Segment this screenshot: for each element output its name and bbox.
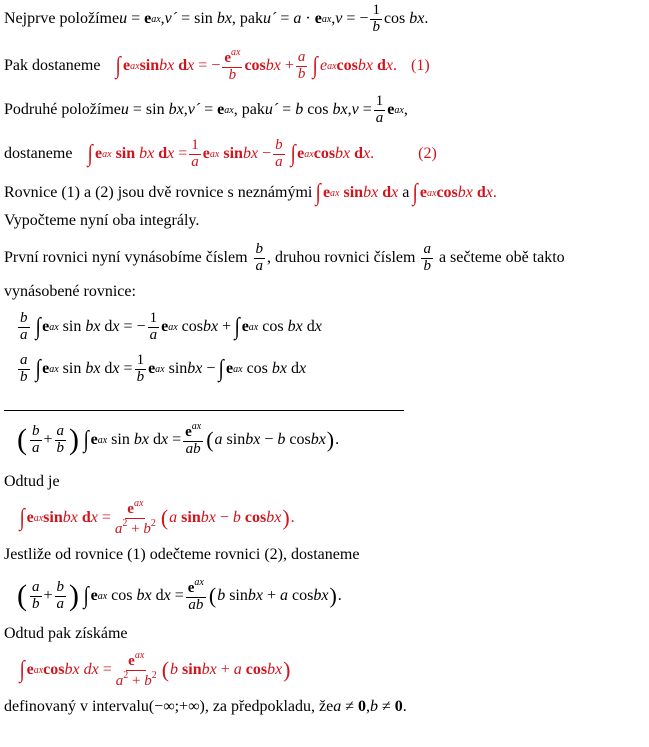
sum-divider <box>4 410 404 411</box>
fraction: $\frac{b}{a}$ <box>20 309 28 343</box>
equation-sum: ( $\frac{b}{a}$ + $\frac{a}{b}$ ) ∫ e ax sin bx d x = $\frac{e^{ax}}{ab}$ ( a sin bx − b cos bx ) . <box>17 421 340 457</box>
fraction: $\frac{a}{b}$ <box>20 351 28 385</box>
line-hence: Odtud je <box>4 473 60 490</box>
fraction: $\frac{a}{b}$ <box>56 422 65 456</box>
fraction: $\frac{e^{ax}}{a^2 + b^2}$ <box>115 649 157 689</box>
equation-multiplied-1: $\frac{b}{a}$ ∫ e ax sin bx d x = − $\frac{1}{a}$ e ax cos bx + ∫ e ax cos bx d x <box>20 309 322 343</box>
equation-difference: ( $\frac{a}{b}$ + $\frac{b}{a}$ ) ∫ e ax cos bx d x = $\frac{e^{ax}}{ab}$ ( b sin bx + a cos bx ) . <box>17 577 342 613</box>
line-first-equation: Pak dostaneme ∫ e ax sin bx d x = − $\frac{e^{ax}}{b}$ cos bx + $\frac{a}{b}$ ∫ e ax cos bx d x . (1) <box>4 47 430 83</box>
fraction: $\frac{e^{ax}}{b}$ <box>224 47 241 83</box>
equation-2: ∫ e ax sin bx d x = $\frac{1}{a}$ e ax sin bx − $\frac{b}{a}$ ∫ e ax cos bx d x . <box>88 136 375 170</box>
fraction: $\frac{1}{b}$ <box>372 1 380 35</box>
line-substitution-1: Nejprve položíme u = e ax , v´ = sin bx , pak u´ = a · e ax , v = − $\frac{1}{b}$ cos bx . <box>4 1 429 35</box>
line-subtract: Jestliže od rovnice (1) odečteme rovnici (2), dostaneme <box>4 546 360 563</box>
line-unknowns: Rovnice (1) a (2) jsou dvě rovnice s neznámými ∫ e ax sin bx d x a ∫ e ax cos bx d x . <box>4 180 497 206</box>
line-multiplied-eqs: vynásobené rovnice: <box>4 283 136 300</box>
line-substitution-2: Podruhé položíme u = sin bx , v´ = e ax , pak u´ = b cos bx , v = $\frac{1}{a}$ e ax , <box>4 92 408 126</box>
fraction: $\frac{a}{b}$ <box>423 240 431 274</box>
fraction: $\frac{1}{a}$ <box>375 92 384 126</box>
line-second-equation: dostaneme ∫ e ax sin bx d x = $\frac{1}{a}$ e ax sin bx − $\frac{b}{a}$ ∫ e ax cos bx d x . (2) <box>4 136 437 170</box>
fraction: $\frac{1}{a}$ <box>149 309 158 343</box>
equation-number-2: (2) <box>418 145 437 162</box>
fraction: $\frac{e^{ax}}{ab}$ <box>187 577 204 613</box>
fraction: $\frac{b}{a}$ <box>275 136 283 170</box>
equation-number-1: (1) <box>411 57 430 74</box>
fraction: $\frac{b}{a}$ <box>56 578 65 612</box>
result-sin-integral: ∫ e ax sin bx d x = $\frac{e^{ax}}{a^2 + b^2}$ ( a sin bx − b cos bx ) . <box>19 497 295 537</box>
line-multiply: První rovnici nyní vynásobíme číslem $\frac{b}{a}$ , druhou rovnici číslem $\frac{a}{b}$ a sečteme obě takto <box>4 240 565 274</box>
fraction: $\frac{b}{a}$ <box>32 422 40 456</box>
fraction: $\frac{a}{b}$ <box>297 48 306 82</box>
fraction: $\frac{1}{a}$ <box>191 136 199 170</box>
equation-multiplied-2: $\frac{a}{b}$ ∫ e ax sin bx d x = $\frac{1}{b}$ e ax sin bx − ∫ e ax cos bx d x <box>20 351 307 385</box>
line-hence-2: Odtud pak získáme <box>4 625 128 642</box>
fraction: $\frac{a}{b}$ <box>32 578 40 612</box>
unknown-2: ∫ e ax cos bx d x . <box>412 180 497 206</box>
fraction: $\frac{b}{a}$ <box>255 240 264 274</box>
fraction: $\frac{e^{ax}}{a^2 + b^2}$ <box>114 497 156 537</box>
line-domain: definovaný v intervalu (−∞;+∞) , za předpokladu, že a ≠ 0 , b ≠ 0 . <box>4 698 407 715</box>
fraction: $\frac{1}{b}$ <box>136 351 145 385</box>
line-compute: Vypočteme nyní oba integrály. <box>4 212 200 229</box>
result-cos-integral: ∫ e ax cos bx dx = $\frac{e^{ax}}{a^2 + b^2}$ ( b sin bx + a cos bx ) <box>19 649 291 689</box>
equation-1: ∫ e ax sin bx d x = − $\frac{e^{ax}}{b}$ cos bx + $\frac{a}{b}$ ∫ e ax cos bx d x . <box>116 47 397 83</box>
fraction: $\frac{e^{ax}}{ab}$ <box>185 421 202 457</box>
unknown-1: ∫ e ax sin bx d x <box>316 180 399 206</box>
